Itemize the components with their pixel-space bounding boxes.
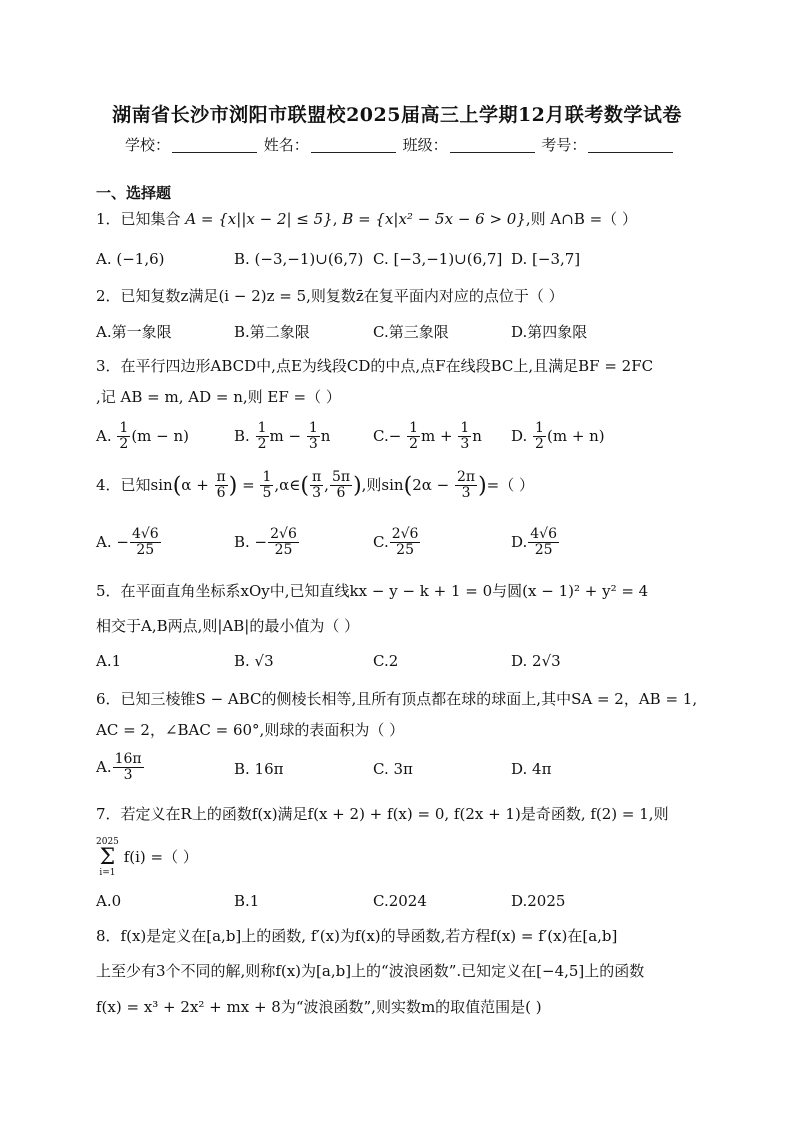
question-2-option-d[interactable]: D.第四象限 [511, 323, 588, 341]
question-4-option-c[interactable]: C. $\frac{2√6}{25}$ [373, 526, 419, 559]
question-8-stem-line1: 8．f(x)是定义在[a,b]上的函数, f′(x)为f(x)的导函数,若方程f(x) = f′(x)在[a,b] [96, 927, 618, 945]
school-label: 学校： [125, 136, 171, 154]
summation-symbol: 2025 Σ i=1 [96, 837, 119, 878]
question-4-stem: 4．已知sin(α + $\frac{\pi}{6}$ ) = $\frac{1}{5}$ ,α∈( $\frac{\pi}{3}$ , $\frac{5\pi}{6}$ ),则sin(2α − $\frac{2\pi}{3}$ )=（ ） [96, 469, 535, 502]
name-label: 姓名： [263, 136, 309, 154]
question-2-option-b[interactable]: B.第二象限 [234, 323, 310, 341]
question-7-option-c[interactable]: C.2024 [373, 892, 427, 910]
question-5-option-b[interactable]: B. √3 [234, 652, 274, 670]
question-5-option-d[interactable]: D. 2√3 [511, 652, 561, 670]
question-6-option-a[interactable]: A. $\frac{16\pi}{3}$ [96, 751, 142, 784]
class-blank[interactable] [450, 137, 535, 153]
question-1-option-b[interactable]: B. (−3,−1)∪(6,7) [234, 250, 364, 268]
question-5-stem-line1: 5．在平面直角坐标系xOy中,已知直线kx − y − k + 1 = 0与圆(x − 1)² + y² = 4 [96, 582, 649, 600]
question-3-stem-line1: 3．在平行四边形ABCD中,点E为线段CD的中点,点F在线段BC上,且满足BF = 2FC [96, 357, 654, 375]
question-8-stem-line2: 上至少有3个不同的解,则称f(x)为[a,b]上的“波浪函数”.已知定义在[−4,5]上的函数 [96, 962, 645, 980]
question-4-option-a[interactable]: A. − $\frac{4√6}{25}$ [96, 526, 159, 559]
question-3-stem-line2: ,记 AB = m, AD = n,则 EF =（ ） [96, 388, 341, 406]
question-7-option-a[interactable]: A.0 [96, 892, 122, 910]
question-7-stem-line2: 2025 Σ i=1 f(i) =（ ） [96, 837, 198, 878]
section-heading: 一、选择题 [96, 184, 172, 202]
question-6-stem-line1: 6．已知三棱锥S − ABC的侧棱长相等,且所有顶点都在球的球面上,其中SA = 2，AB = 1, [96, 690, 698, 708]
question-6-option-d[interactable]: D. 4π [511, 760, 552, 778]
question-4-option-b[interactable]: B. − $\frac{2√6}{25}$ [234, 526, 297, 559]
exam-no-label: 考号： [541, 136, 587, 154]
question-2-stem: 2．已知复数z满足(i − 2)z = 5,则复数z̄在复平面内对应的点位于（ ） [96, 287, 564, 305]
question-1-option-c[interactable]: C. [−3,−1)∪(6,7] [373, 250, 503, 268]
question-7-stem-line1: 7．若定义在R上的函数f(x)满足f(x + 2) + f(x) = 0, f(2x + 1)是奇函数, f(2) = 1,则 [96, 805, 669, 823]
question-8-stem-line3: f(x) = x³ + 2x² + mx + 8为“波浪函数”,则实数m的取值范围是( ) [96, 998, 542, 1016]
question-2-option-c[interactable]: C.第三象限 [373, 323, 449, 341]
question-5-stem-line2: 相交于A,B两点,则|AB|的最小值为（ ） [96, 617, 360, 635]
name-blank[interactable] [311, 137, 396, 153]
question-3-option-a[interactable]: A. $\frac{1}{2}$ (m − n) [96, 420, 190, 453]
page-title: 湖南省长沙市浏阳市联盟校2025届高三上学期12月联考数学试卷 [112, 104, 682, 126]
question-4-option-d[interactable]: D. $\frac{4√6}{25}$ [511, 526, 558, 559]
question-5-option-c[interactable]: C.2 [373, 652, 399, 670]
question-3-option-c[interactable]: C.− $\frac{1}{2}$ m + $\frac{1}{3}$ n [373, 420, 482, 453]
question-2-option-a[interactable]: A.第一象限 [96, 323, 172, 341]
question-6-option-b[interactable]: B. 16π [234, 760, 284, 778]
question-5-option-a[interactable]: A.1 [96, 652, 122, 670]
question-1-option-a[interactable]: A. (−1,6) [96, 250, 165, 268]
class-label: 班级： [402, 136, 448, 154]
question-3-option-b[interactable]: B. $\frac{1}{2}$ m − $\frac{1}{3}$ n [234, 420, 331, 453]
question-1-stem: 1．已知集合 A = {x||x − 2| ≤ 5}, B = {x|x² − 5x − 6 > 0},则 A∩B =（ ） [96, 210, 637, 228]
school-blank[interactable] [172, 137, 257, 153]
question-3-option-d[interactable]: D. $\frac{1}{2}$ (m + n) [511, 420, 605, 453]
question-7-option-d[interactable]: D.2025 [511, 892, 566, 910]
question-6-option-c[interactable]: C. 3π [373, 760, 413, 778]
question-6-stem-line2: AC = 2，∠BAC = 60°,则球的表面积为（ ） [96, 721, 405, 739]
exam-no-blank[interactable] [588, 137, 673, 153]
question-1-option-d[interactable]: D. [−3,7] [511, 250, 581, 268]
student-info-line [125, 134, 675, 155]
question-7-option-b[interactable]: B.1 [234, 892, 260, 910]
